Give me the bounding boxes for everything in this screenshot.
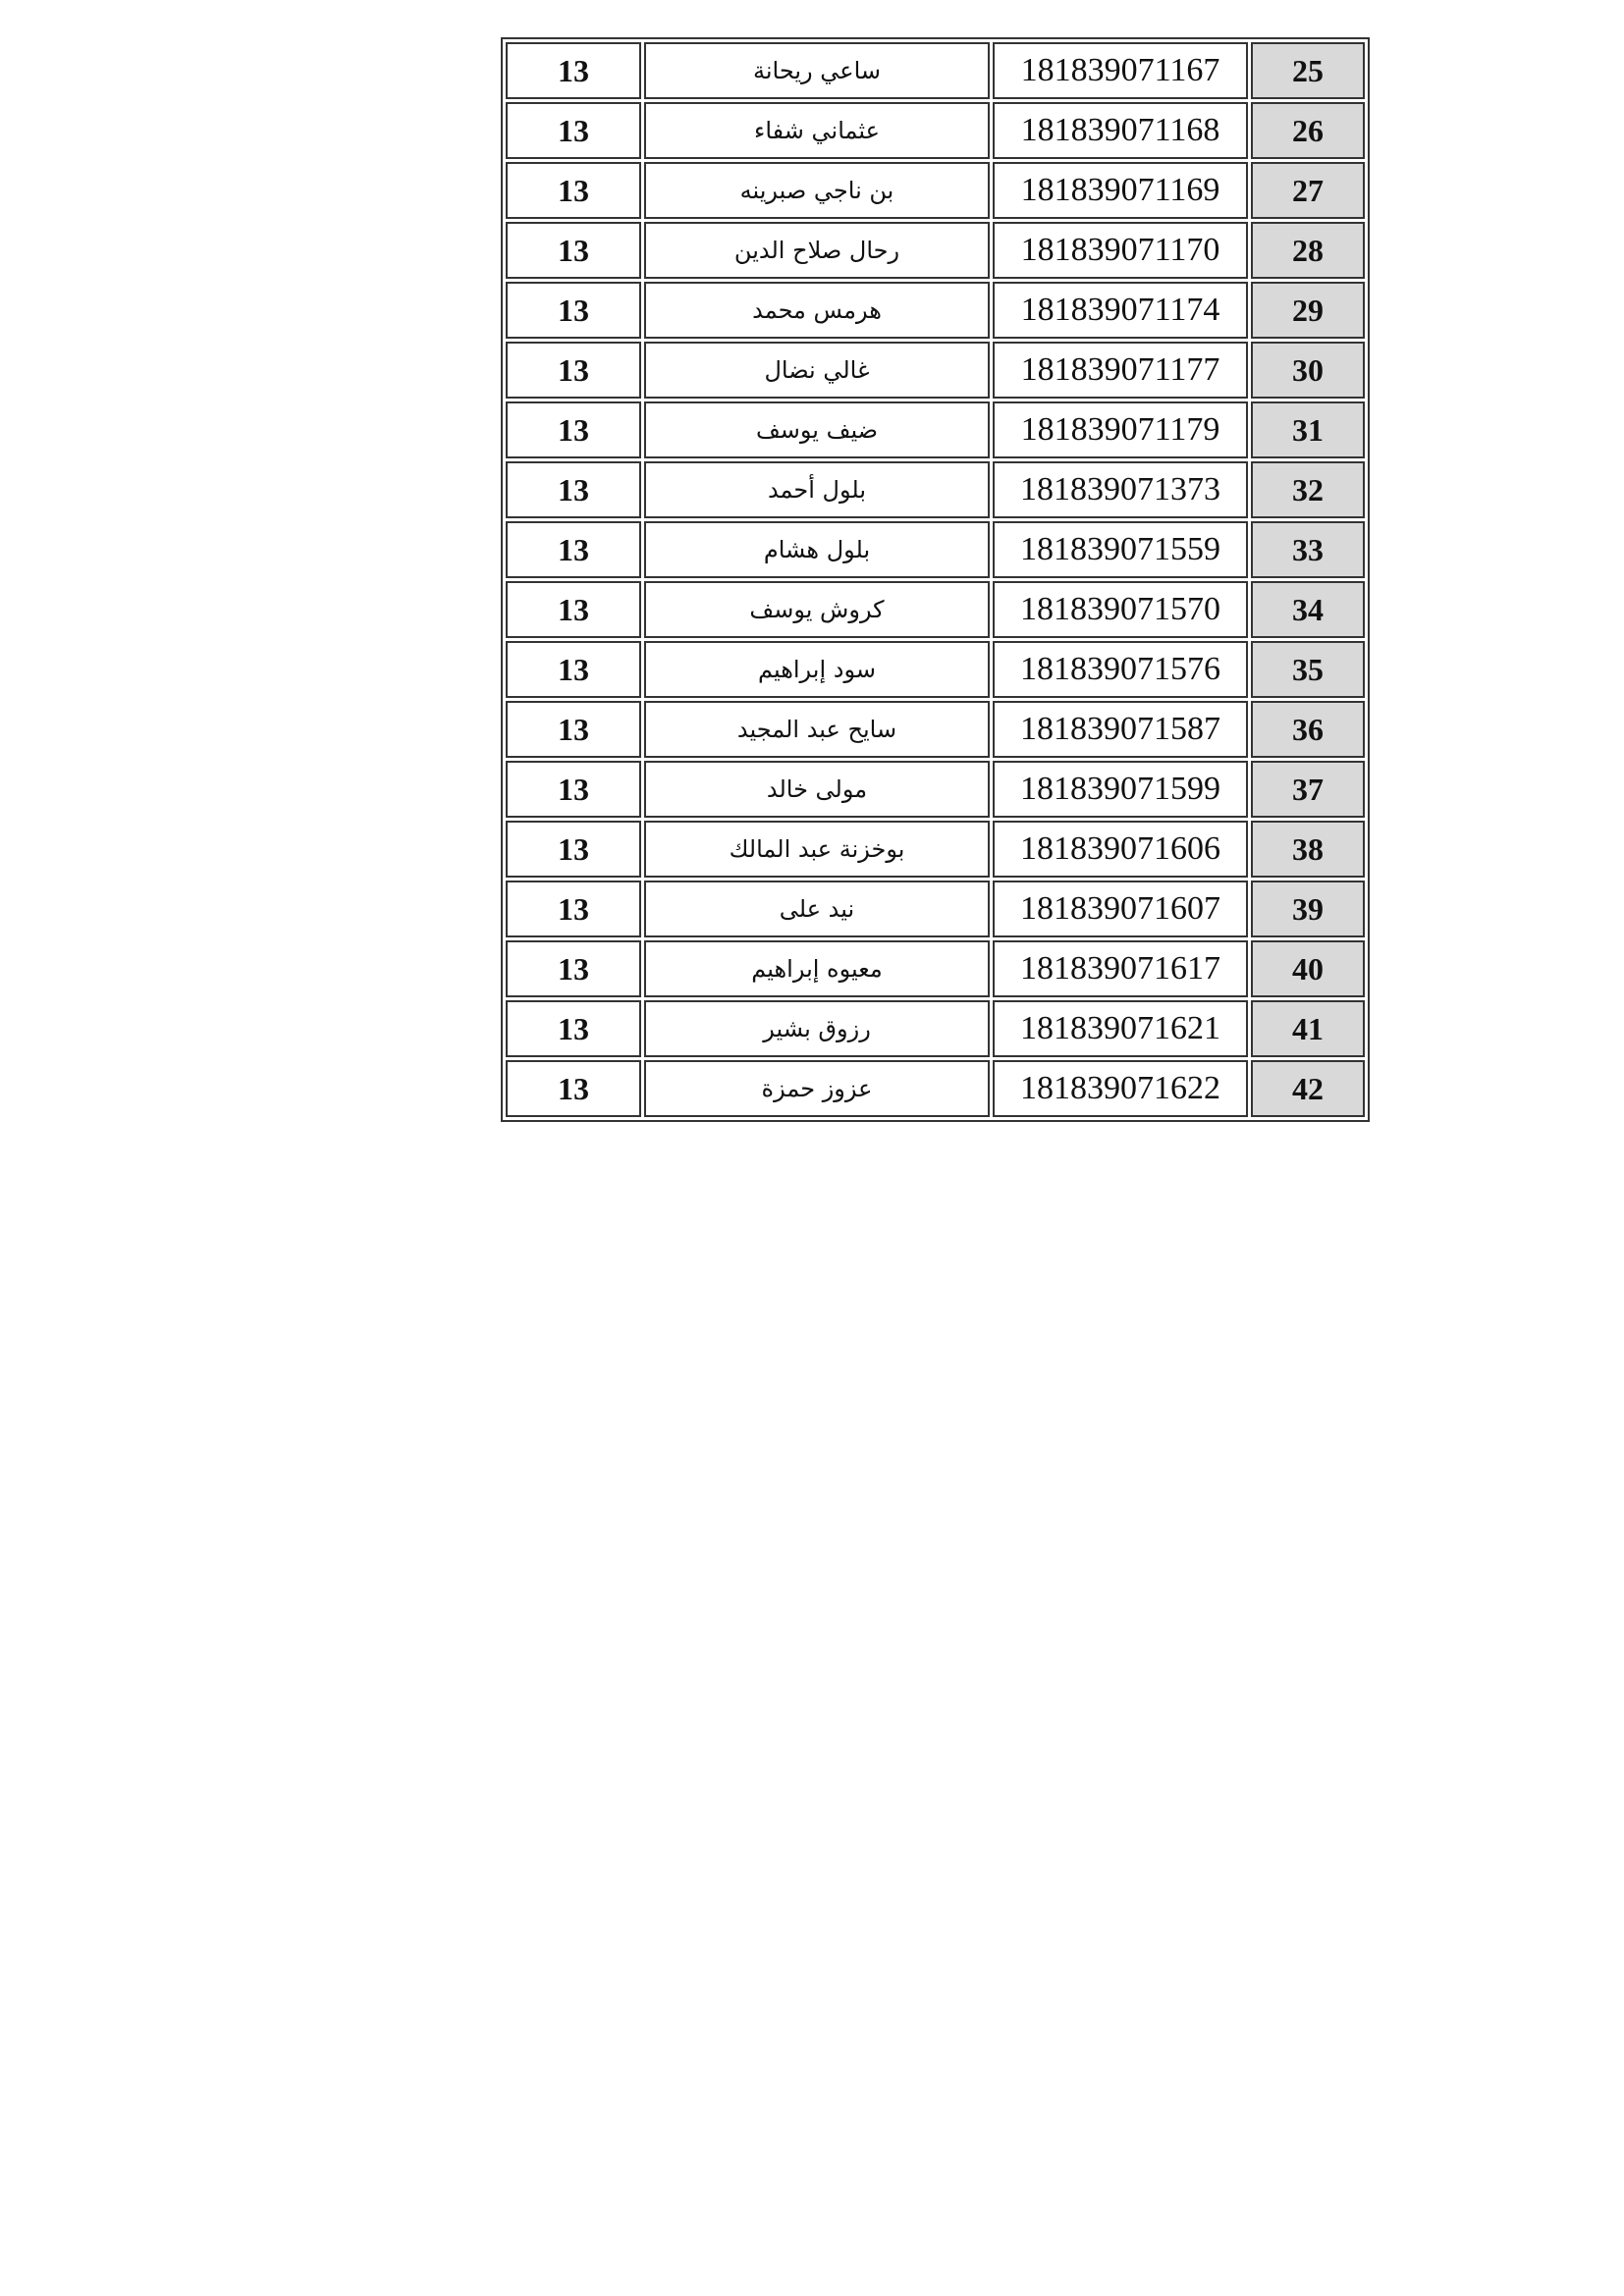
group-cell: 13: [506, 342, 641, 399]
group-cell: 13: [506, 1060, 641, 1117]
student-name-cell: بلول أحمد: [644, 461, 990, 518]
row-number-cell: 39: [1251, 881, 1365, 937]
group-cell: 13: [506, 521, 641, 578]
group-cell: 13: [506, 42, 641, 99]
student-name-cell: ساعي ريحانة: [644, 42, 990, 99]
registration-number-cell: 181839071167: [993, 42, 1248, 99]
row-number-cell: 36: [1251, 701, 1365, 758]
row-number-cell: 30: [1251, 342, 1365, 399]
table-row: [506, 761, 1365, 818]
registration-number-cell: 181839071170: [993, 222, 1248, 279]
student-list-sheet: [501, 37, 1370, 1122]
row-number-cell: 28: [1251, 222, 1365, 279]
table-row: [506, 521, 1365, 578]
table-row: [506, 881, 1365, 937]
student-name-cell: عزوز حمزة: [644, 1060, 990, 1117]
table-row: [506, 102, 1365, 159]
table-row: [506, 342, 1365, 399]
row-number-cell: 35: [1251, 641, 1365, 698]
table-row: [506, 461, 1365, 518]
group-cell: 13: [506, 641, 641, 698]
row-number-cell: 27: [1251, 162, 1365, 219]
group-cell: 13: [506, 222, 641, 279]
group-cell: 13: [506, 761, 641, 818]
student-name-cell: سايح عبد المجيد: [644, 701, 990, 758]
registration-number-cell: 181839071622: [993, 1060, 1248, 1117]
table-row: [506, 222, 1365, 279]
group-cell: 13: [506, 162, 641, 219]
group-cell: 13: [506, 1000, 641, 1057]
row-number-cell: 26: [1251, 102, 1365, 159]
registration-number-cell: 181839071174: [993, 282, 1248, 339]
group-cell: 13: [506, 881, 641, 937]
registration-number-cell: 181839071576: [993, 641, 1248, 698]
registration-number-cell: 181839071607: [993, 881, 1248, 937]
student-name-cell: رزوق بشير: [644, 1000, 990, 1057]
student-name-cell: عثماني شفاء: [644, 102, 990, 159]
student-name-cell: ضيف يوسف: [644, 401, 990, 458]
group-cell: 13: [506, 821, 641, 878]
student-name-cell: نيد على: [644, 881, 990, 937]
student-name-cell: بن ناجي صبرينه: [644, 162, 990, 219]
student-name-cell: بوخزنة عبد المالك: [644, 821, 990, 878]
registration-number-cell: 181839071570: [993, 581, 1248, 638]
registration-number-cell: 181839071606: [993, 821, 1248, 878]
row-number-cell: 32: [1251, 461, 1365, 518]
group-cell: 13: [506, 940, 641, 997]
table-row: [506, 641, 1365, 698]
row-number-cell: 33: [1251, 521, 1365, 578]
group-cell: 13: [506, 581, 641, 638]
table-row: [506, 581, 1365, 638]
row-number-cell: 38: [1251, 821, 1365, 878]
group-cell: 13: [506, 461, 641, 518]
row-number-cell: 25: [1251, 42, 1365, 99]
table-row: [506, 821, 1365, 878]
group-cell: 13: [506, 102, 641, 159]
table-row: [506, 940, 1365, 997]
student-name-cell: سود إبراهيم: [644, 641, 990, 698]
row-number-cell: 37: [1251, 761, 1365, 818]
registration-number-cell: 181839071617: [993, 940, 1248, 997]
registration-number-cell: 181839071373: [993, 461, 1248, 518]
registration-number-cell: 181839071179: [993, 401, 1248, 458]
table-row: [506, 701, 1365, 758]
student-table: [501, 37, 1370, 1122]
registration-number-cell: 181839071559: [993, 521, 1248, 578]
row-number-cell: 34: [1251, 581, 1365, 638]
student-name-cell: كروش يوسف: [644, 581, 990, 638]
student-name-cell: معيوه إبراهيم: [644, 940, 990, 997]
registration-number-cell: 181839071587: [993, 701, 1248, 758]
student-name-cell: بلول هشام: [644, 521, 990, 578]
table-row: [506, 42, 1365, 99]
row-number-cell: 29: [1251, 282, 1365, 339]
row-number-cell: 40: [1251, 940, 1365, 997]
row-number-cell: 42: [1251, 1060, 1365, 1117]
registration-number-cell: 181839071169: [993, 162, 1248, 219]
registration-number-cell: 181839071621: [993, 1000, 1248, 1057]
registration-number-cell: 181839071177: [993, 342, 1248, 399]
registration-number-cell: 181839071599: [993, 761, 1248, 818]
student-table-body: [506, 42, 1365, 1117]
table-row: [506, 282, 1365, 339]
table-row: [506, 1000, 1365, 1057]
table-row: [506, 1060, 1365, 1117]
student-name-cell: غالي نضال: [644, 342, 990, 399]
group-cell: 13: [506, 282, 641, 339]
student-name-cell: هرمس محمد: [644, 282, 990, 339]
table-row: [506, 401, 1365, 458]
row-number-cell: 41: [1251, 1000, 1365, 1057]
table-row: [506, 162, 1365, 219]
student-name-cell: مولى خالد: [644, 761, 990, 818]
group-cell: 13: [506, 401, 641, 458]
group-cell: 13: [506, 701, 641, 758]
registration-number-cell: 181839071168: [993, 102, 1248, 159]
row-number-cell: 31: [1251, 401, 1365, 458]
student-name-cell: رحال صلاح الدين: [644, 222, 990, 279]
